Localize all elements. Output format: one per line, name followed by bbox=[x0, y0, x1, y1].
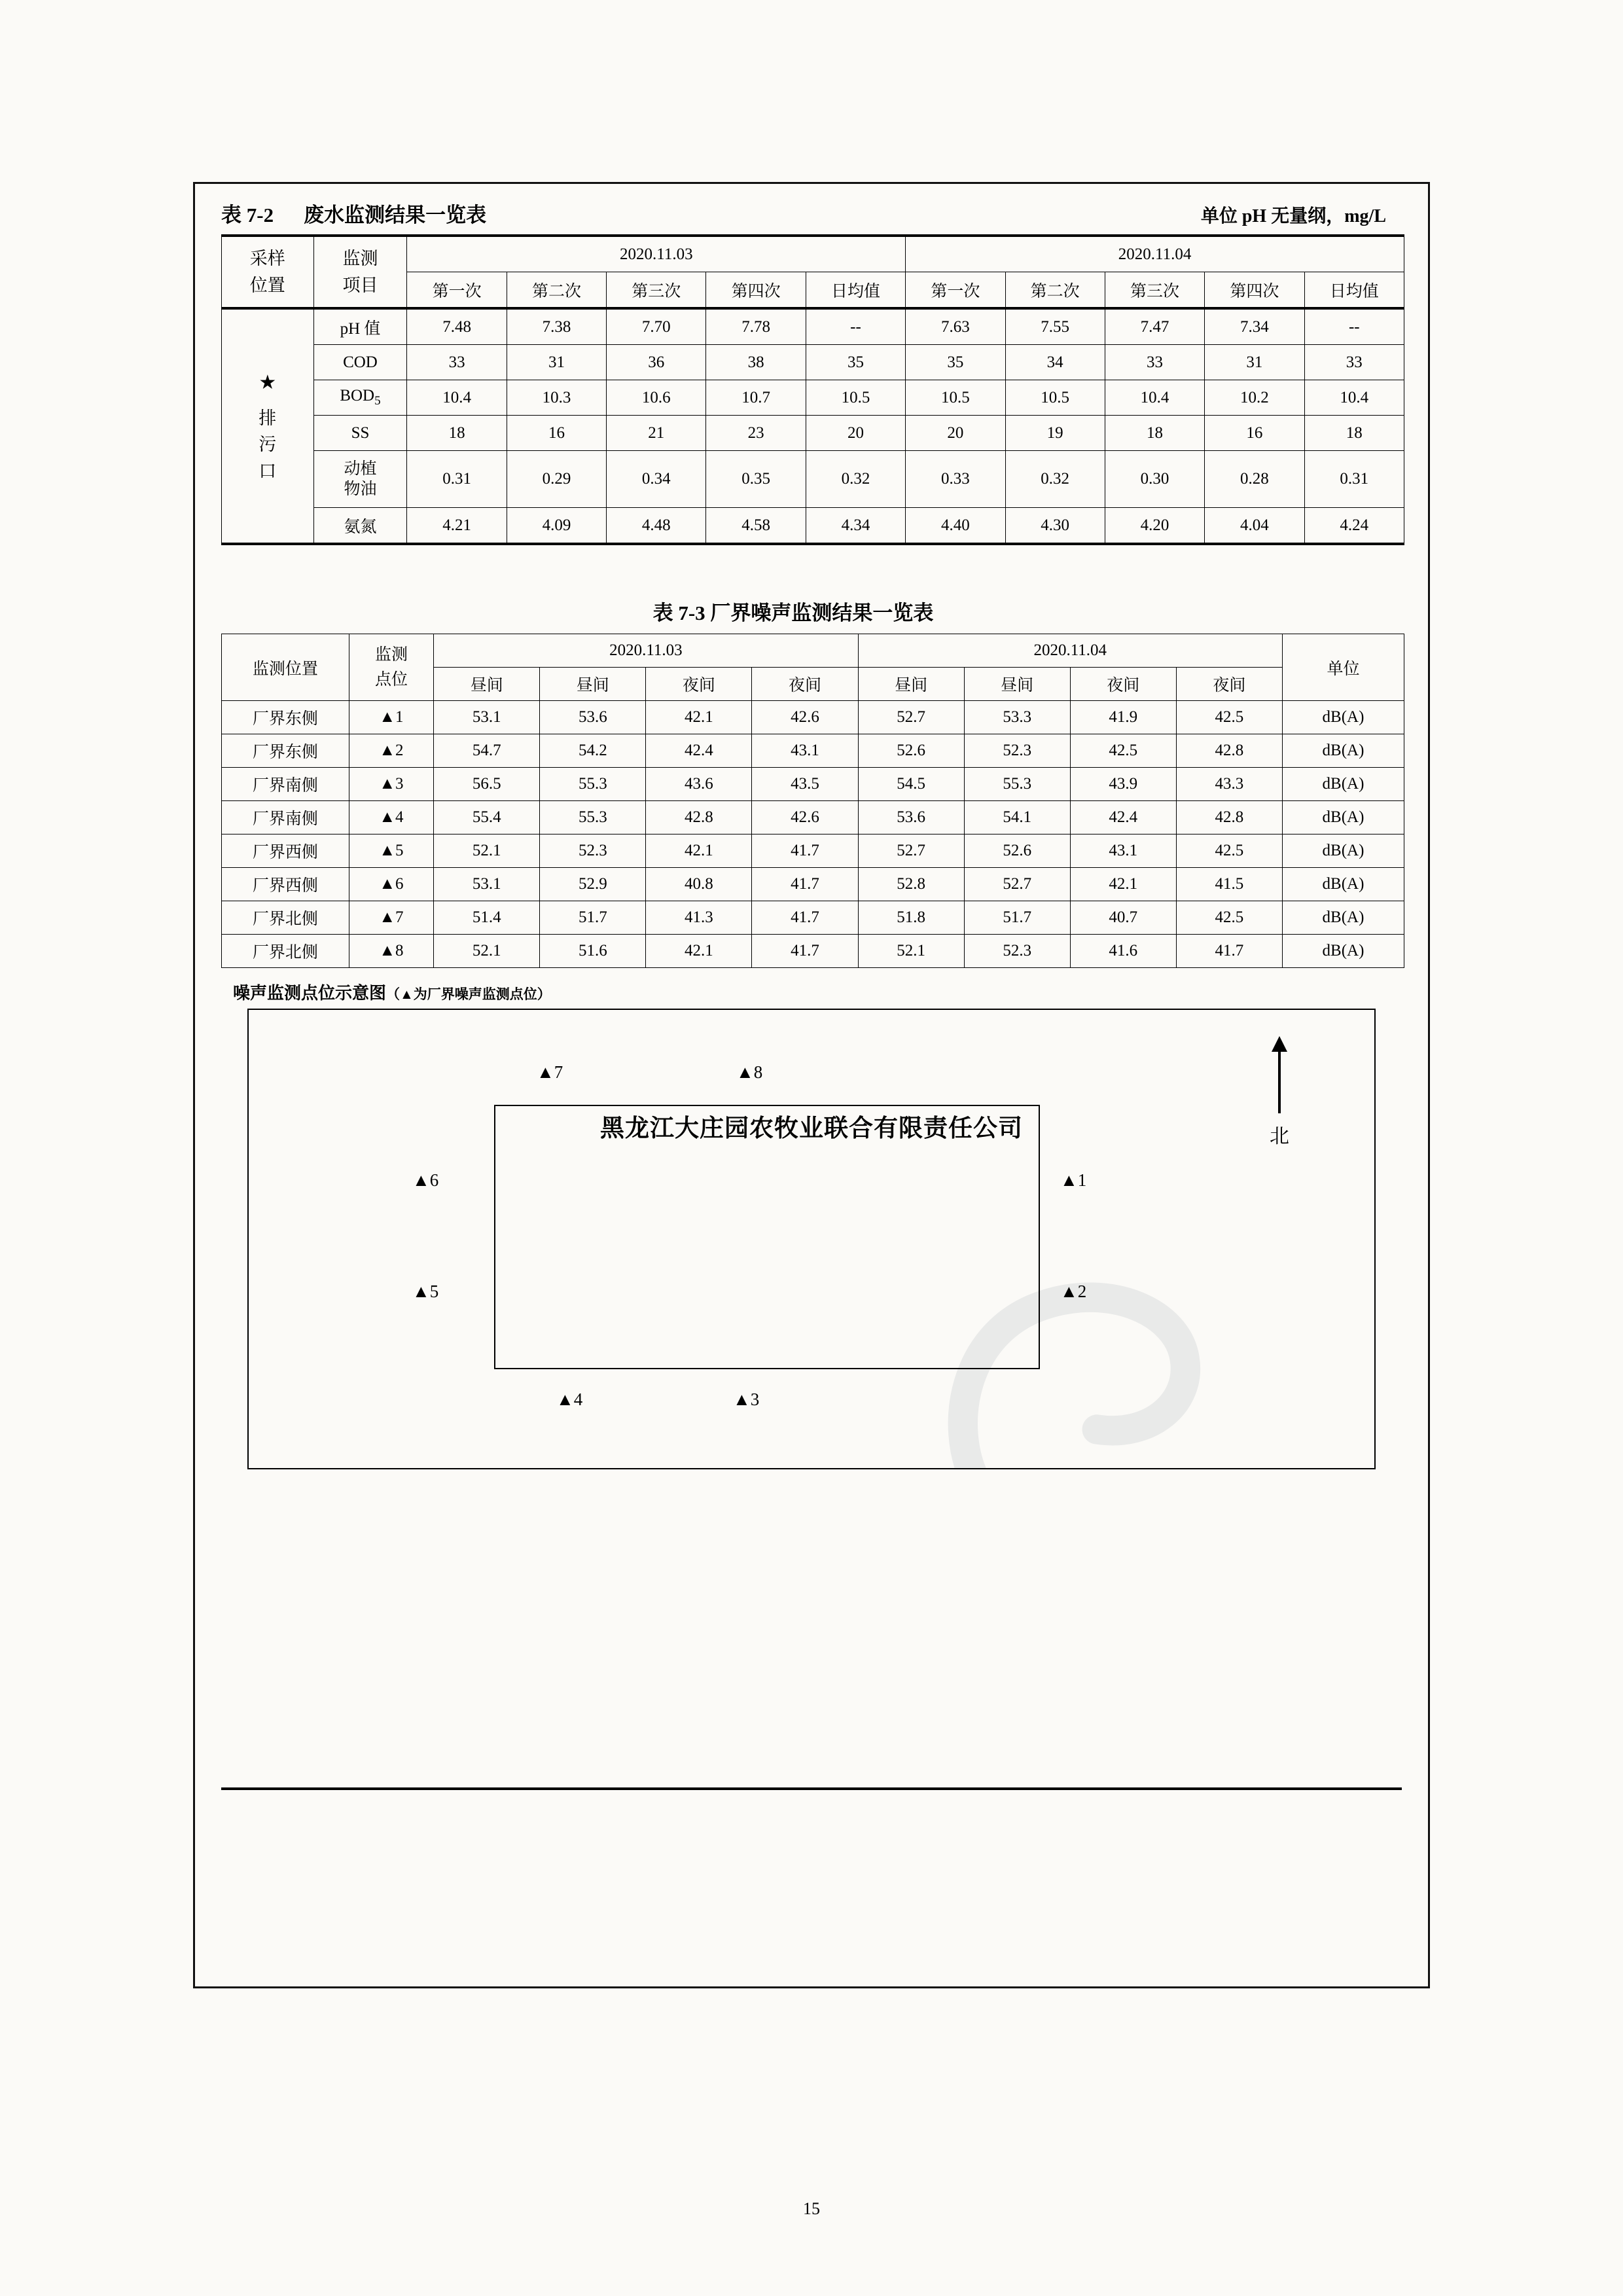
cell-value: 7.70 bbox=[607, 308, 706, 345]
diagram-caption-sub: （▲为厂界噪声监测点位） bbox=[386, 987, 551, 1002]
cell-value: 4.48 bbox=[607, 508, 706, 545]
cell-value: 42.5 bbox=[1176, 901, 1282, 935]
page-inner bbox=[221, 198, 1404, 1492]
plant-name-label: 黑龙江大庄园农牧业联合有限责任公司 bbox=[600, 1115, 1023, 1141]
cell-value: 42.5 bbox=[1176, 834, 1282, 868]
cell-value: 52.3 bbox=[540, 834, 646, 868]
cell-value: 33 bbox=[407, 345, 507, 380]
noise-location: 厂界南侧 bbox=[222, 768, 349, 801]
cell-value: 43.1 bbox=[1070, 834, 1176, 868]
cell-value: 4.34 bbox=[806, 508, 905, 545]
header-time-5: 日均值 bbox=[806, 272, 905, 309]
cell-value: 41.7 bbox=[752, 868, 858, 901]
noise-point: ▲8 bbox=[349, 935, 433, 968]
cell-value: 56.5 bbox=[434, 768, 540, 801]
cell-value: 0.30 bbox=[1105, 451, 1204, 508]
item-name: pH 值 bbox=[313, 308, 407, 345]
noise-point-marker-6: ▲6 bbox=[412, 1170, 439, 1190]
header-item-line2: 项目 bbox=[342, 275, 378, 295]
header-period-7: 夜间 bbox=[1070, 668, 1176, 701]
table-row bbox=[222, 451, 1404, 508]
header-time-10: 日均值 bbox=[1304, 272, 1404, 309]
cell-value: 42.1 bbox=[646, 834, 752, 868]
cell-value: 42.8 bbox=[1176, 801, 1282, 834]
table-row bbox=[222, 935, 1404, 968]
cell-value: 43.6 bbox=[646, 768, 752, 801]
noise-point-marker-5: ▲5 bbox=[412, 1282, 439, 1301]
cell-value: 4.20 bbox=[1105, 508, 1204, 545]
cell-value: 51.6 bbox=[540, 935, 646, 968]
noise-unit: dB(A) bbox=[1282, 868, 1404, 901]
item-name: 氨氮 bbox=[313, 508, 407, 545]
north-arrow-icon bbox=[1268, 1036, 1291, 1115]
noise-point: ▲7 bbox=[349, 901, 433, 935]
wastewater-results-table bbox=[221, 234, 1404, 545]
noise-location: 厂界北侧 bbox=[222, 901, 349, 935]
cell-value: 51.7 bbox=[964, 901, 1070, 935]
cell-value: 4.24 bbox=[1304, 508, 1404, 545]
cell-value: 51.8 bbox=[858, 901, 964, 935]
header-period-6: 昼间 bbox=[964, 668, 1070, 701]
row-label-char3: 口 bbox=[259, 461, 277, 481]
table-72-title-text: 废水监测结果一览表 bbox=[304, 204, 487, 226]
header-period-8: 夜间 bbox=[1176, 668, 1282, 701]
cell-value: 38 bbox=[706, 345, 806, 380]
cell-value: 0.28 bbox=[1205, 451, 1304, 508]
cell-value: 52.9 bbox=[540, 868, 646, 901]
noise-location: 厂界东侧 bbox=[222, 701, 349, 734]
cell-value: 55.3 bbox=[540, 768, 646, 801]
cell-value: 20 bbox=[806, 416, 905, 451]
row-label-char2: 污 bbox=[259, 435, 277, 455]
header-time-6: 第一次 bbox=[906, 272, 1005, 309]
noise-point-marker-3: ▲3 bbox=[733, 1390, 760, 1409]
cell-value: 42.5 bbox=[1070, 734, 1176, 768]
header-noise-date-1: 2020.11.03 bbox=[434, 634, 858, 668]
table-row bbox=[222, 634, 1404, 668]
cell-value: 40.7 bbox=[1070, 901, 1176, 935]
cell-value: 4.21 bbox=[407, 508, 507, 545]
table-73-title: 表 7-3 厂界噪声监测结果一览表 bbox=[652, 601, 934, 624]
header-time-2: 第二次 bbox=[507, 272, 606, 309]
cell-value: 0.35 bbox=[706, 451, 806, 508]
diagram-caption-main: 噪声监测点位示意图 bbox=[233, 983, 387, 1003]
header-date-2: 2020.11.04 bbox=[906, 236, 1404, 272]
cell-value: 7.34 bbox=[1205, 308, 1304, 345]
header-monitor-point-line1: 监测 bbox=[374, 646, 408, 664]
noise-point: ▲6 bbox=[349, 868, 433, 901]
cell-value: 4.30 bbox=[1005, 508, 1105, 545]
cell-value: 52.8 bbox=[858, 868, 964, 901]
header-item bbox=[313, 236, 407, 308]
cell-value: 42.4 bbox=[1070, 801, 1176, 834]
cell-value: 7.38 bbox=[507, 308, 606, 345]
cell-value: 41.7 bbox=[1176, 935, 1282, 968]
cell-value: 53.3 bbox=[964, 701, 1070, 734]
header-time-7: 第二次 bbox=[1005, 272, 1105, 309]
cell-value: 4.40 bbox=[906, 508, 1005, 545]
diagram-canvas bbox=[247, 1009, 1376, 1469]
page-number: 15 bbox=[803, 2199, 820, 2218]
cell-value: 55.3 bbox=[540, 801, 646, 834]
cell-value: 41.5 bbox=[1176, 868, 1282, 901]
item-name: COD bbox=[313, 345, 407, 380]
table-72-title bbox=[221, 198, 1404, 228]
cell-value: 41.7 bbox=[752, 901, 858, 935]
cell-value: 42.8 bbox=[646, 801, 752, 834]
header-sample-position-line1: 采样 bbox=[249, 249, 285, 268]
cell-value: 35 bbox=[906, 345, 1005, 380]
header-noise-date-2: 2020.11.04 bbox=[858, 634, 1282, 668]
noise-unit: dB(A) bbox=[1282, 734, 1404, 768]
cell-value: 53.1 bbox=[434, 868, 540, 901]
cell-value: 0.32 bbox=[806, 451, 905, 508]
cell-value: 7.48 bbox=[407, 308, 507, 345]
cell-value: 41.6 bbox=[1070, 935, 1176, 968]
cell-value: -- bbox=[806, 308, 905, 345]
header-date-1: 2020.11.03 bbox=[407, 236, 906, 272]
north-label: 北 bbox=[1270, 1126, 1289, 1147]
bottom-divider bbox=[221, 1787, 1402, 1790]
cell-value: 43.9 bbox=[1070, 768, 1176, 801]
cell-value: 55.3 bbox=[964, 768, 1070, 801]
header-period-2: 昼间 bbox=[540, 668, 646, 701]
cell-value: 42.6 bbox=[752, 801, 858, 834]
noise-point-marker-1: ▲1 bbox=[1060, 1170, 1087, 1190]
table-row bbox=[222, 345, 1404, 380]
header-monitor-point-line2: 点位 bbox=[374, 670, 408, 689]
table-72-unit-note: 单位 pH 无量纲，mg/L bbox=[1200, 206, 1386, 226]
header-time-8: 第三次 bbox=[1105, 272, 1204, 309]
cell-value: 53.6 bbox=[858, 801, 964, 834]
header-period-5: 昼间 bbox=[858, 668, 964, 701]
table-72-title-number: 表 7-2 bbox=[221, 204, 274, 226]
cell-value: 4.04 bbox=[1205, 508, 1304, 545]
noise-monitoring-diagram bbox=[221, 968, 1404, 1492]
cell-value: 53.1 bbox=[434, 701, 540, 734]
cell-value: 51.4 bbox=[434, 901, 540, 935]
cell-value: 35 bbox=[806, 345, 905, 380]
cell-value: 10.7 bbox=[706, 380, 806, 416]
noise-point-marker-4: ▲4 bbox=[556, 1390, 583, 1409]
cell-value: 41.3 bbox=[646, 901, 752, 935]
row-label-outfall bbox=[222, 308, 314, 544]
cell-value: 4.58 bbox=[706, 508, 806, 545]
item-name-line1: 动植 bbox=[344, 459, 377, 478]
cell-value: 42.5 bbox=[1176, 701, 1282, 734]
cell-value: 21 bbox=[607, 416, 706, 451]
item-name-line2: 物油 bbox=[344, 480, 377, 498]
cell-value: 10.4 bbox=[1105, 380, 1204, 416]
header-period-1: 昼间 bbox=[434, 668, 540, 701]
table-row bbox=[222, 834, 1404, 868]
noise-point: ▲3 bbox=[349, 768, 433, 801]
cell-value: 42.1 bbox=[1070, 868, 1176, 901]
cell-value: 52.1 bbox=[858, 935, 964, 968]
north-indicator bbox=[1250, 1036, 1309, 1149]
noise-unit: dB(A) bbox=[1282, 834, 1404, 868]
header-period-3: 夜间 bbox=[646, 668, 752, 701]
item-name bbox=[313, 380, 407, 416]
plant-boundary-rectangle bbox=[494, 1105, 1040, 1369]
cell-value: 0.29 bbox=[507, 451, 606, 508]
cell-value: 18 bbox=[1304, 416, 1404, 451]
cell-value: 7.63 bbox=[906, 308, 1005, 345]
cell-value: 42.1 bbox=[646, 701, 752, 734]
cell-value: 20 bbox=[906, 416, 1005, 451]
noise-point-marker-2: ▲2 bbox=[1060, 1282, 1087, 1301]
cell-value: 19 bbox=[1005, 416, 1105, 451]
cell-value: 0.32 bbox=[1005, 451, 1105, 508]
cell-value: 42.8 bbox=[1176, 734, 1282, 768]
cell-value: 31 bbox=[507, 345, 606, 380]
noise-unit: dB(A) bbox=[1282, 701, 1404, 734]
header-period-4: 夜间 bbox=[752, 668, 858, 701]
table-row bbox=[222, 901, 1404, 935]
noise-location: 厂界西侧 bbox=[222, 868, 349, 901]
cell-value: 52.1 bbox=[434, 834, 540, 868]
cell-value: 55.4 bbox=[434, 801, 540, 834]
item-name: SS bbox=[313, 416, 407, 451]
table-row bbox=[222, 508, 1404, 545]
header-monitor-location: 监测位置 bbox=[222, 634, 349, 701]
table-row bbox=[222, 701, 1404, 734]
cell-value: 52.1 bbox=[434, 935, 540, 968]
header-item-line1: 监测 bbox=[342, 249, 378, 268]
noise-point: ▲2 bbox=[349, 734, 433, 768]
cell-value: 16 bbox=[1205, 416, 1304, 451]
cell-value: 36 bbox=[607, 345, 706, 380]
cell-value: 33 bbox=[1304, 345, 1404, 380]
cell-value: 10.5 bbox=[906, 380, 1005, 416]
cell-value: 33 bbox=[1105, 345, 1204, 380]
cell-value: 52.3 bbox=[964, 935, 1070, 968]
cell-value: 7.47 bbox=[1105, 308, 1204, 345]
table-row bbox=[222, 308, 1404, 345]
cell-value: 10.4 bbox=[1304, 380, 1404, 416]
row-label-star: ★ bbox=[259, 371, 277, 393]
header-time-4: 第四次 bbox=[706, 272, 806, 309]
noise-point-marker-8: ▲8 bbox=[736, 1062, 763, 1082]
cell-value: 42.6 bbox=[752, 701, 858, 734]
cell-value: 52.7 bbox=[858, 834, 964, 868]
cell-value: 51.7 bbox=[540, 901, 646, 935]
cell-value: 23 bbox=[706, 416, 806, 451]
header-time-9: 第四次 bbox=[1205, 272, 1304, 309]
item-name-base: BOD bbox=[340, 387, 375, 404]
cell-value: 52.6 bbox=[964, 834, 1070, 868]
cell-value: 4.09 bbox=[507, 508, 606, 545]
cell-value: 42.1 bbox=[646, 935, 752, 968]
noise-point: ▲1 bbox=[349, 701, 433, 734]
cell-value: -- bbox=[1304, 308, 1404, 345]
cell-value: 41.9 bbox=[1070, 701, 1176, 734]
cell-value: 10.3 bbox=[507, 380, 606, 416]
item-name-subscript: 5 bbox=[374, 394, 381, 408]
header-monitor-point bbox=[349, 634, 433, 701]
noise-unit: dB(A) bbox=[1282, 901, 1404, 935]
cell-value: 34 bbox=[1005, 345, 1105, 380]
cell-value: 10.2 bbox=[1205, 380, 1304, 416]
table-row bbox=[222, 734, 1404, 768]
cell-value: 42.4 bbox=[646, 734, 752, 768]
cell-value: 43.1 bbox=[752, 734, 858, 768]
cell-value: 10.6 bbox=[607, 380, 706, 416]
cell-value: 52.7 bbox=[858, 701, 964, 734]
noise-point: ▲4 bbox=[349, 801, 433, 834]
cell-value: 0.34 bbox=[607, 451, 706, 508]
cell-value: 54.2 bbox=[540, 734, 646, 768]
cell-value: 7.55 bbox=[1005, 308, 1105, 345]
cell-value: 0.31 bbox=[407, 451, 507, 508]
cell-value: 40.8 bbox=[646, 868, 752, 901]
cell-value: 52.3 bbox=[964, 734, 1070, 768]
header-sample-position-line2: 位置 bbox=[249, 275, 285, 295]
cell-value: 7.78 bbox=[706, 308, 806, 345]
item-name bbox=[313, 451, 407, 508]
table-row bbox=[222, 868, 1404, 901]
cell-value: 54.5 bbox=[858, 768, 964, 801]
cell-value: 43.3 bbox=[1176, 768, 1282, 801]
noise-unit: dB(A) bbox=[1282, 768, 1404, 801]
cell-value: 31 bbox=[1205, 345, 1304, 380]
cell-value: 52.6 bbox=[858, 734, 964, 768]
row-label-char1: 排 bbox=[259, 408, 277, 428]
cell-value: 10.4 bbox=[407, 380, 507, 416]
table-row bbox=[222, 416, 1404, 451]
noise-point: ▲5 bbox=[349, 834, 433, 868]
cell-value: 0.33 bbox=[906, 451, 1005, 508]
boundary-noise-results-table bbox=[221, 634, 1404, 968]
table-row bbox=[222, 380, 1404, 416]
header-time-3: 第三次 bbox=[607, 272, 706, 309]
cell-value: 52.7 bbox=[964, 868, 1070, 901]
page-content-frame bbox=[193, 182, 1430, 1988]
table-row bbox=[222, 768, 1404, 801]
noise-location: 厂界东侧 bbox=[222, 734, 349, 768]
cell-value: 10.5 bbox=[806, 380, 905, 416]
cell-value: 16 bbox=[507, 416, 606, 451]
cell-value: 54.1 bbox=[964, 801, 1070, 834]
header-time-1: 第一次 bbox=[407, 272, 507, 309]
noise-unit: dB(A) bbox=[1282, 935, 1404, 968]
noise-location: 厂界西侧 bbox=[222, 834, 349, 868]
cell-value: 10.5 bbox=[1005, 380, 1105, 416]
cell-value: 54.7 bbox=[434, 734, 540, 768]
noise-location: 厂界南侧 bbox=[222, 801, 349, 834]
table-row bbox=[222, 236, 1404, 272]
noise-point-marker-7: ▲7 bbox=[537, 1062, 563, 1082]
table-row bbox=[222, 801, 1404, 834]
cell-value: 41.7 bbox=[752, 935, 858, 968]
noise-location: 厂界北侧 bbox=[222, 935, 349, 968]
diagram-caption bbox=[221, 968, 1404, 1009]
header-noise-unit: 单位 bbox=[1282, 634, 1404, 701]
cell-value: 18 bbox=[1105, 416, 1204, 451]
cell-value: 41.7 bbox=[752, 834, 858, 868]
cell-value: 0.31 bbox=[1304, 451, 1404, 508]
cell-value: 53.6 bbox=[540, 701, 646, 734]
cell-value: 43.5 bbox=[752, 768, 858, 801]
cell-value: 18 bbox=[407, 416, 507, 451]
header-sample-position bbox=[222, 236, 314, 308]
noise-unit: dB(A) bbox=[1282, 801, 1404, 834]
